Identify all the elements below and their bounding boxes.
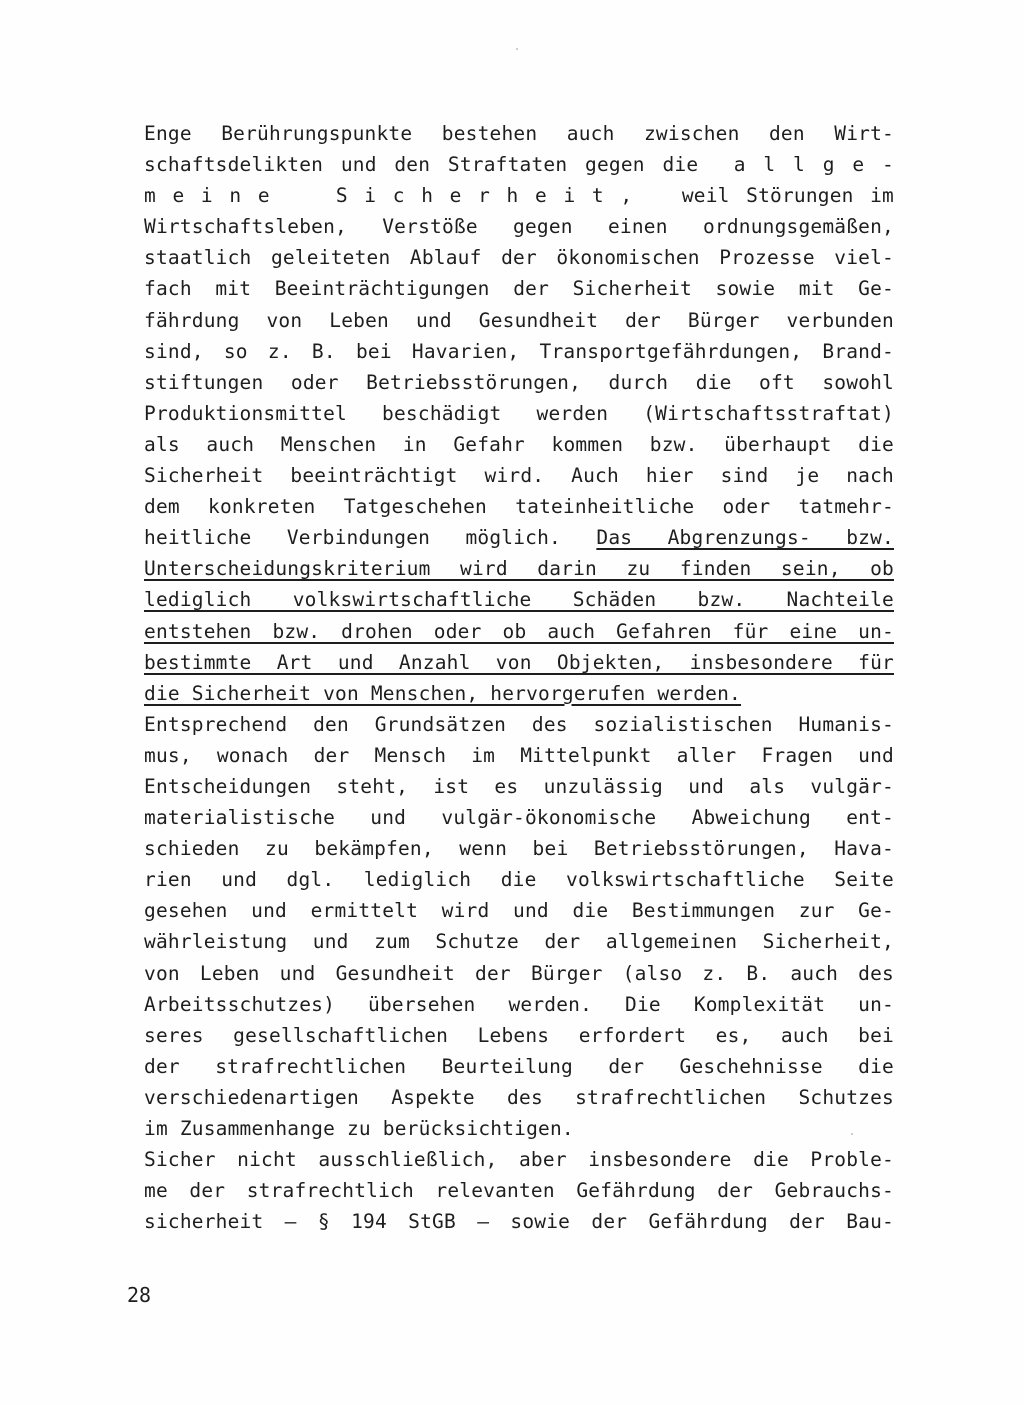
text-line: [144, 273, 894, 304]
underlined-text: die Sicherheit von Menschen, hervorgerufen werden.: [144, 681, 741, 705]
line-text: gesehen und ermittelt wird und die Bestimmungen zur Ge-: [144, 899, 894, 923]
text-line: [144, 1051, 894, 1082]
text-line: [144, 958, 894, 989]
text-line: [144, 398, 894, 429]
line-text: als auch Menschen in Gefahr kommen bzw. überhaupt die: [144, 432, 894, 456]
underlined-text: lediglich volkswirtschaftliche Schäden bzw. Nachteile: [144, 588, 894, 612]
line-text: stiftungen oder Betriebsstörungen, durch die oft sowohl: [144, 370, 894, 394]
line-text: schieden zu bekämpfen, wenn bei Betriebsstörungen, Hava-: [144, 837, 894, 861]
line-text: der strafrechtlichen Beurteilung der Geschehnisse die: [144, 1054, 894, 1078]
line-text: im Zusammenhange zu berücksichtigen.: [144, 1117, 574, 1140]
line-text: fährdung von Leben und Gesundheit der Bürger verbunden: [144, 308, 894, 332]
text-line: [144, 833, 894, 864]
text-line: [144, 771, 894, 802]
text-line: [144, 149, 894, 180]
text-line: [144, 242, 894, 273]
text-line: [144, 429, 894, 460]
text-line: [144, 367, 894, 398]
page-number: 28: [127, 1283, 152, 1307]
text-line: [144, 1144, 894, 1175]
line-text: seres gesellschaftlichen Lebens erfordert es, auch bei: [144, 1023, 894, 1047]
underlined-text: Unterscheidungskriterium wird darin zu finden sein, ob: [144, 557, 894, 581]
text-line: [144, 118, 894, 149]
text-line: [144, 1175, 894, 1206]
underlined-text: bestimmte Art und Anzahl von Objekten, insbesondere für: [144, 650, 894, 674]
line-text: m e i n e S i c h e r h e i t , weil Störungen im: [144, 184, 894, 208]
line-text: Wirtschaftsleben, Verstöße gegen einen ordnungsgemäßen,: [144, 215, 894, 239]
underlined-text: Das Abgrenzungs- bzw.: [596, 526, 894, 550]
line-text: rien und dgl. lediglich die volkswirtschaftliche Seite: [144, 868, 894, 892]
text-line: [144, 491, 894, 522]
text-line: [144, 1082, 894, 1113]
line-text: Arbeitsschutzes) übersehen werden. Die Komplexität un-: [144, 992, 894, 1016]
line-text: sind, so z. B. bei Havarien, Transportgefährdungen, Brand-: [144, 339, 894, 363]
text-line: [144, 647, 894, 678]
text-line: [144, 895, 894, 926]
line-text: materialistische und vulgär-ökonomische Abweichung ent-: [144, 806, 894, 830]
line-text: Entsprechend den Grundsätzen des sozialistischen Humanis-: [144, 712, 894, 736]
text-line: [144, 211, 894, 242]
body-text: [144, 118, 894, 1237]
text-line: [144, 522, 894, 553]
line-text: dem konkreten Tatgeschehen tateinheitliche oder tatmehr-: [144, 495, 894, 519]
line-text: fach mit Beeinträchtigungen der Sicherheit sowie mit Ge-: [144, 277, 894, 301]
line-text: Sicher nicht ausschließlich, aber insbesondere die Proble-: [144, 1148, 894, 1172]
text-line: [144, 1113, 894, 1144]
paper-speck: [516, 48, 518, 50]
line-text: sicherheit – § 194 StGB – sowie der Gefährdung der Bau-: [144, 1210, 894, 1234]
line-text: verschiedenartigen Aspekte des strafrechtlichen Schutzes: [144, 1085, 894, 1109]
line-text: Sicherheit beeinträchtigt wird. Auch hier sind je nach: [144, 464, 894, 488]
text-line: [144, 989, 894, 1020]
text-line: [144, 864, 894, 895]
line-text: Enge Berührungspunkte bestehen auch zwischen den Wirt-: [144, 122, 894, 145]
line-text: heitliche Verbindungen möglich.: [144, 526, 562, 550]
line-text: schaftsdelikten und den Straftaten gegen die a l l g e -: [144, 153, 894, 177]
text-line: [144, 180, 894, 211]
text-line: [144, 460, 894, 491]
text-line: [144, 305, 894, 336]
line-text: Entscheidungen steht, ist es unzulässig und als vulgär-: [144, 774, 894, 798]
underlined-text: entstehen bzw. drohen oder ob auch Gefahren für eine un-: [144, 619, 894, 643]
text-line: [144, 584, 894, 615]
text-line: [144, 1020, 894, 1051]
line-text: währleistung und zum Schutze der allgemeinen Sicherheit,: [144, 930, 894, 954]
text-line: [144, 553, 894, 584]
text-line: [144, 740, 894, 771]
text-line: [144, 678, 894, 709]
line-text: mus, wonach der Mensch im Mittelpunkt aller Fragen und: [144, 743, 894, 767]
text-line: [144, 336, 894, 367]
text-line: [144, 616, 894, 647]
text-line: [144, 802, 894, 833]
line-text: me der strafrechtlich relevanten Gefährdung der Gebrauchs-: [144, 1179, 894, 1203]
line-text: von Leben und Gesundheit der Bürger (also z. B. auch des: [144, 961, 894, 985]
text-line: [144, 1206, 894, 1237]
line-text: staatlich geleiteten Ablauf der ökonomischen Prozesse viel-: [144, 246, 894, 270]
line-text: Produktionsmittel beschädigt werden (Wirtschaftsstraftat): [144, 401, 894, 425]
text-line: [144, 926, 894, 957]
text-line: [144, 709, 894, 740]
